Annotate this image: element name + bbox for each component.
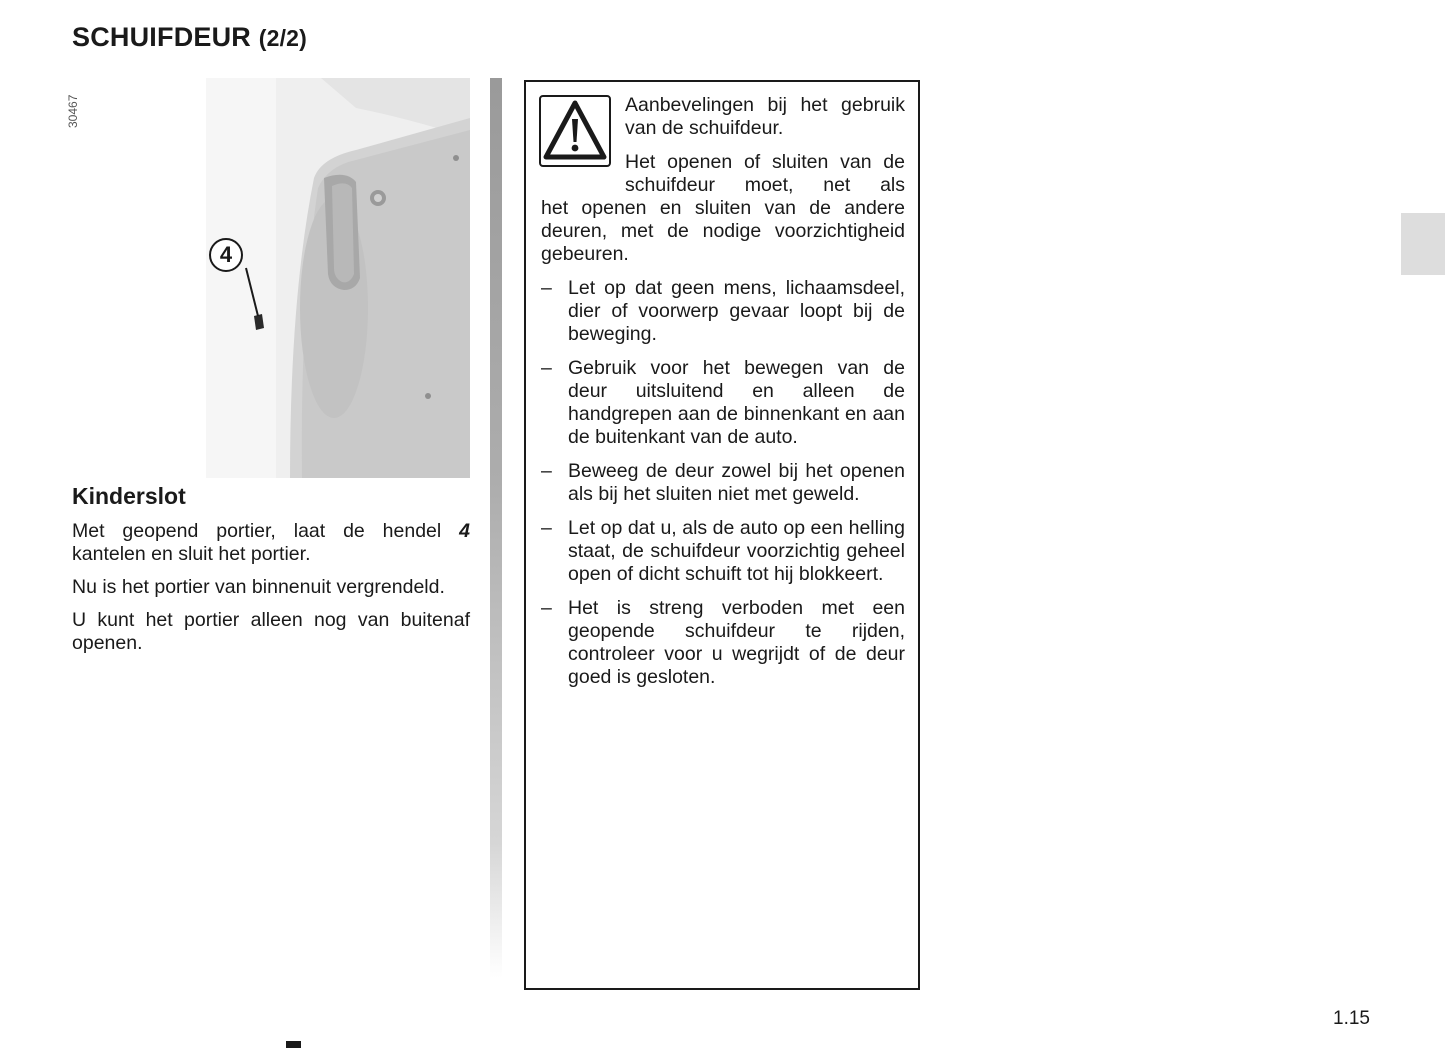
- list-item-text: Let op dat geen mens, lichaamsdeel, dier of voorwerp gevaar loopt bij de beweging.: [568, 277, 905, 345]
- kinderslot-p1-start: Met geopend portier, laat de hendel: [72, 520, 460, 542]
- warning-list: [541, 277, 905, 689]
- warning-paragraph-first: Het openen of sluiten van de schuifdeur moet, net als: [625, 151, 905, 196]
- page-subtitle: (2/2): [258, 25, 308, 51]
- list-item-text: Het is streng verboden met een geopende schuifdeur te rijden, controleer voor u wegrijdt of de deur goed is gesloten.: [568, 597, 905, 688]
- list-item-text: Gebruik voor het bewegen van de deur uitsluitend en alleen de handgrepen aan de binnenkant en aan de buitenkant van de auto.: [568, 357, 905, 448]
- list-item: [541, 460, 905, 506]
- kinderslot-p1-end: kantelen en sluit het portier.: [72, 543, 311, 565]
- list-dash: –: [541, 517, 552, 539]
- list-dash: –: [541, 460, 552, 482]
- door-figure: [66, 78, 470, 478]
- figure-code: 30467: [66, 94, 80, 128]
- column-divider: [490, 78, 502, 978]
- warning-box: [524, 80, 920, 990]
- kinderslot-paragraph-2: Nu is het portier van binnenuit vergrendeld.: [72, 576, 445, 598]
- list-item: [541, 517, 905, 586]
- door-photo: [206, 78, 470, 478]
- page-title: [72, 22, 307, 53]
- page-number: 1.15: [1333, 1008, 1370, 1029]
- list-item: [541, 277, 905, 346]
- callout-4: 4: [209, 238, 243, 272]
- kinderslot-heading: Kinderslot: [72, 483, 186, 509]
- warning-paragraph-rest: het openen en sluiten van de andere deuren, met de nodige voorzichtigheid gebeuren.: [541, 197, 905, 265]
- kinderslot-paragraph-1: [72, 520, 470, 566]
- list-item-text: Beweeg de deur zowel bij het openen als bij het sluiten niet met geweld.: [568, 460, 905, 505]
- list-item: [541, 357, 905, 449]
- list-dash: –: [541, 277, 552, 299]
- list-item-text: Let op dat u, als de auto op een helling staat, de schuifdeur voorzichtig geheel open of dicht schuift tot hij blokkeert.: [568, 517, 905, 585]
- door-photo-illustration: [206, 78, 470, 478]
- page-title-text: SCHUIFDEUR: [72, 22, 252, 52]
- warning-intro: Aanbevelingen bij het gebruik van de schuifdeur.: [625, 94, 905, 139]
- kinderslot-text: [72, 520, 470, 665]
- warning-paragraph: [541, 151, 905, 266]
- warning-text: [541, 94, 905, 700]
- section-tab: [1401, 213, 1445, 275]
- lever-number: 4: [459, 520, 470, 542]
- list-dash: –: [541, 597, 552, 619]
- list-dash: –: [541, 357, 552, 379]
- kinderslot-paragraph-3: U kunt het portier alleen nog van buitenaf openen.: [72, 609, 470, 654]
- list-item: [541, 597, 905, 689]
- print-mark: [286, 1041, 301, 1048]
